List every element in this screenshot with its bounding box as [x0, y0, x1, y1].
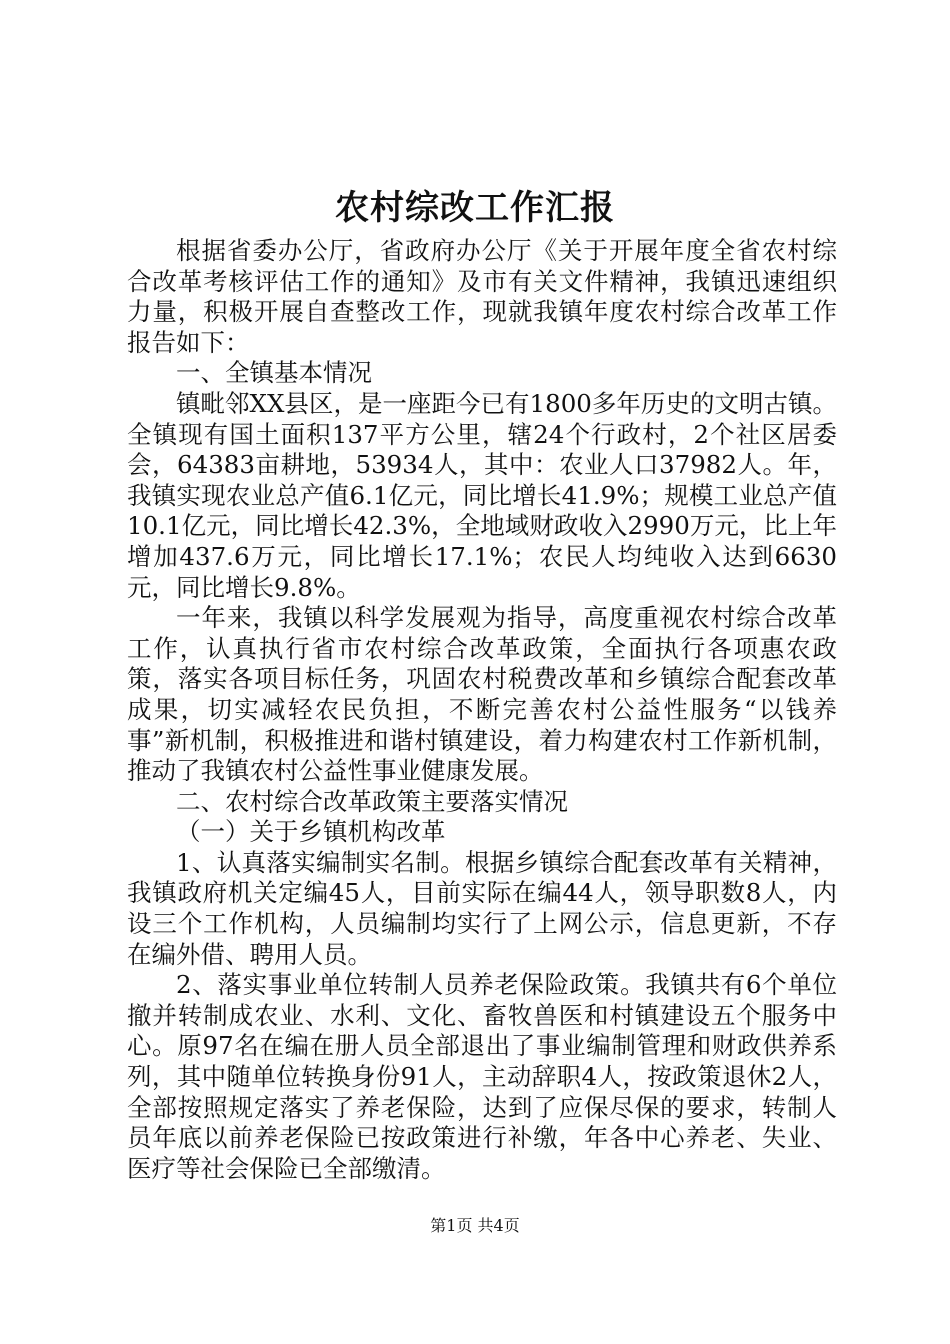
staffing-paragraph: 1、认真落实编制实名制。根据乡镇综合配套改革有关精神，我镇政府机关定编45人，目前实际在编44人，领导职数8人，内设三个工作机构，人员编制均实行了上网公示，信息更新，不存在编外借、聘用人员。	[127, 847, 837, 969]
intro-paragraph: 根据省委办公厅，省政府办公厅《关于开展年度全省农村综合改革考核评估工作的通知》及市有关文件精神，我镇迅速组织力量，积极开展自查整改工作，现就我镇年度农村综合改革工作报告如下：	[127, 236, 837, 357]
document-title: 农村综改工作汇报	[335, 188, 615, 228]
subsection-heading-1: （一）关于乡镇机构改革	[176, 817, 446, 847]
section-heading-2: 二、农村综合改革政策主要落实情况	[176, 786, 568, 816]
annual-work-paragraph: 一年来，我镇以科学发展观为指导，高度重视农村综合改革工作，认真执行省市农村综合改革政策，全面执行各项惠农政策，落实各项目标任务，巩固农村税费改革和乡镇综合配套改革成果，切实减轻农民负担，不断完善农村公益性服务“以钱养事”新机制，积极推进和谐村镇建设，着力构建农村工作新机制，推动了我镇农村公益性事业健康发展。	[127, 603, 837, 786]
basic-situation-paragraph: 镇毗邻XX县区，是一座距今已有1800多年历史的文明古镇。全镇现有国土面积137平方公里，辖24个行政村，2个社区居委会，64383亩耕地，53934人，其中：农业人口37982人。年，我镇实现农业总产值6.1亿元，同比增长41.9%；规模工业总产值10.1亿元，同比增长42.3%，全地域财政收入2990万元，比上年增加437.6万元，同比增长17.1%；农民人均纯收入达到6630元，同比增长9.8%。	[127, 388, 837, 602]
pension-paragraph: 2、落实事业单位转制人员养老保险政策。我镇共有6个单位撤并转制成农业、水利、文化、畜牧兽医和村镇建设五个服务中心。原97名在编在册人员全部退出了事业编制管理和财政供养系列，其中随单位转换身份91人，主动辞职4人，按政策退休2人，全部按照规定落实了养老保险，达到了应保尽保的要求，转制人员年底以前养老保险已按政策进行补缴，年各中心养老、失业、医疗等社会保险已全部缴清。	[127, 970, 837, 1183]
page-footer: 第1页 共4页	[430, 1216, 520, 1235]
document-body	[127, 236, 837, 1184]
section-heading-1: 一、全镇基本情况	[176, 358, 372, 388]
